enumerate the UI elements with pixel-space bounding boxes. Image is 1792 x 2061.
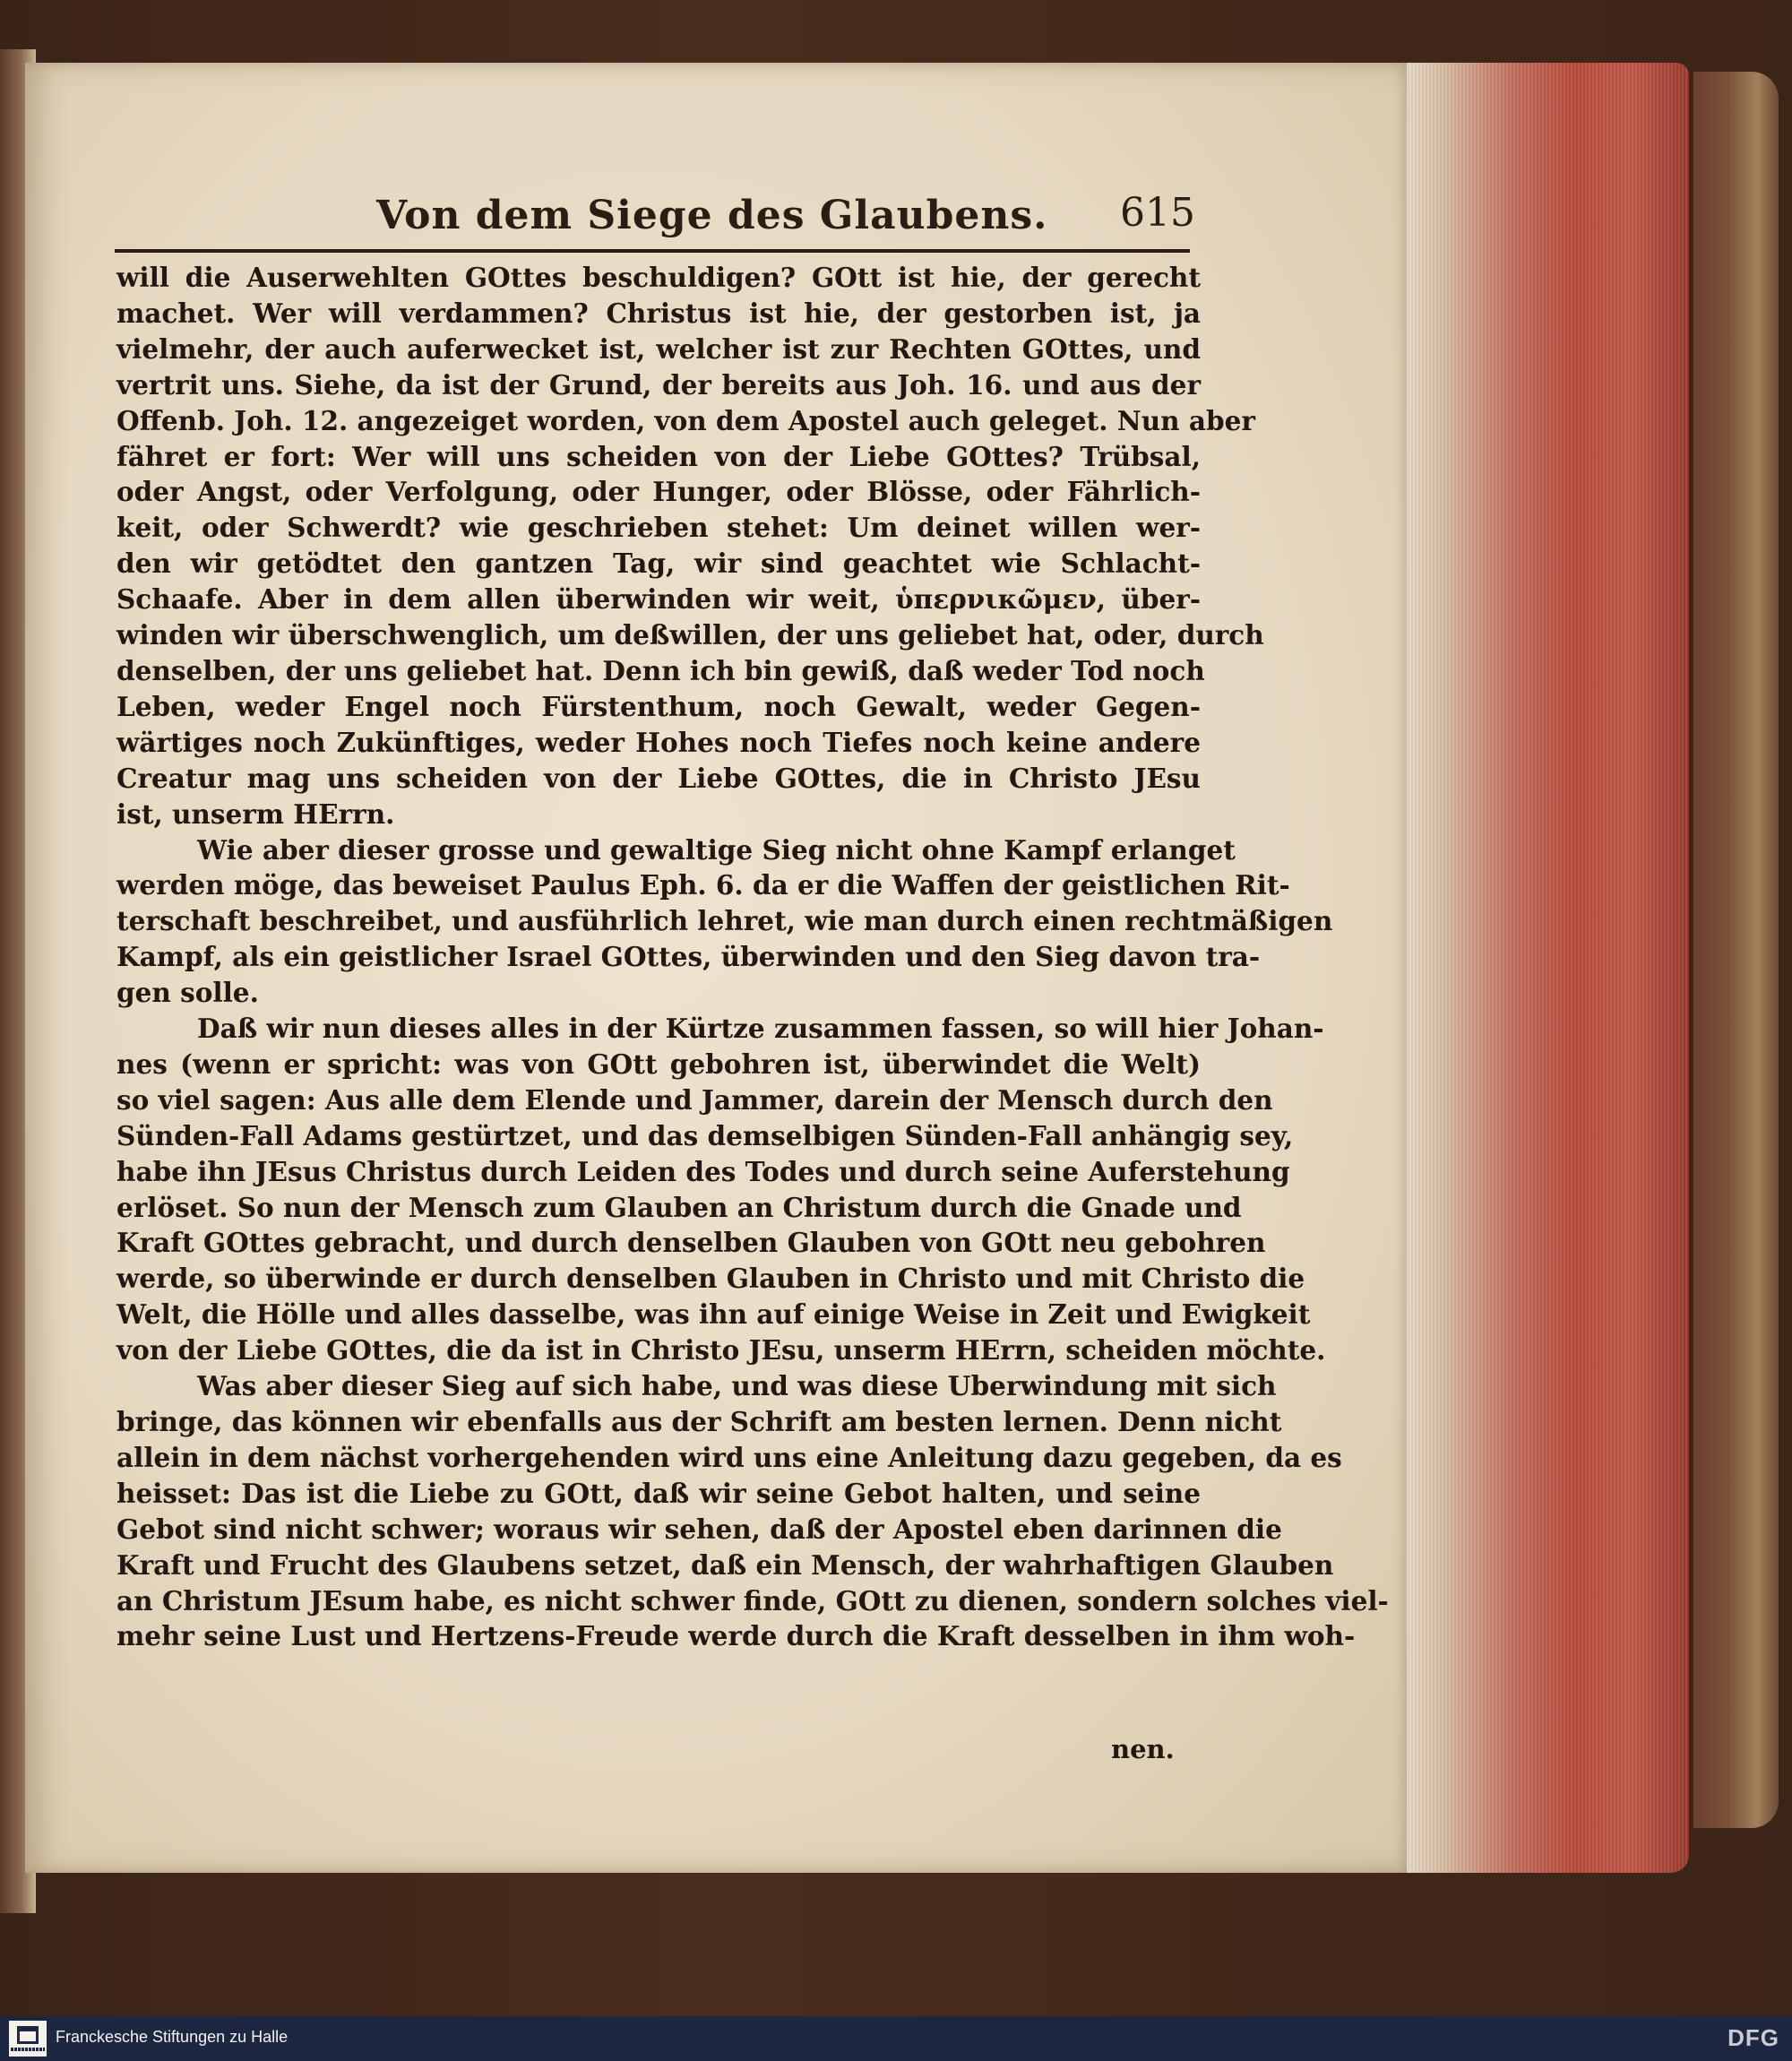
text-line: denselben, der uns geliebet hat. Denn ich bin gewiß, daß weder Tod noch <box>116 654 1205 686</box>
text-line: werden möge, das beweiset Paulus Eph. 6. da er die Waffen der geistlichen Rit- <box>116 869 1290 901</box>
text-line: Gebot sind nicht schwer; woraus wir sehen, daß der Apostel eben darinnen die <box>116 1513 1282 1545</box>
text-line: Welt, die Hölle und alles dasselbe, was ihn auf einige Weise in Zeit und Ewigkeit <box>116 1298 1311 1331</box>
text-line: Offenb. Joh. 12. angezeiget worden, von dem Apostel auch geleget. Nun aber <box>116 404 1255 436</box>
text-line: nes (wenn er spricht: was von GOtt gebohren ist, überwindet die Welt) <box>116 1048 1201 1080</box>
text-line: Kraft GOttes gebracht, und durch denselben Glauben von GOtt neu gebohren <box>116 1227 1266 1259</box>
text-line: mehr seine Lust und Hertzens-Freude werde durch die Kraft desselben in ihm woh- <box>116 1620 1356 1652</box>
text-line: fähret er fort: Wer will uns scheiden von der Liebe GOttes? Trübsal, <box>116 440 1201 472</box>
header-rule <box>115 249 1190 253</box>
text-line: Wie aber dieser grosse und gewaltige Sieg nicht ohne Kampf erlanget <box>197 833 1236 866</box>
text-line: von der Liebe GOttes, die da ist in Christo JEsu, unserm HErrn, scheiden möchte. <box>116 1334 1326 1367</box>
text-line: habe ihn JEsus Christus durch Leiden des Todes und durch seine Auferstehung <box>116 1155 1290 1187</box>
institution-logo-icon[interactable] <box>9 2021 47 2057</box>
running-title: Von dem Siege des Glaubens. <box>376 193 1048 238</box>
text-line: Was aber dieser Sieg auf sich habe, und was diese Uberwindung mit sich <box>197 1370 1277 1402</box>
text-line: terschaft beschreibet, und ausführlich lehret, wie man durch einen rechtmäßigen <box>116 905 1333 937</box>
text-line: heisset: Das ist die Liebe zu GOtt, daß wir seine Gebot halten, und seine <box>116 1477 1201 1509</box>
text-line: Kampf, als ein geistlicher Israel GOttes, überwinden und den Sieg davon tra- <box>116 941 1261 973</box>
text-line: allein in dem nächst vorhergehenden wird uns eine Anleitung dazu gegeben, da es <box>116 1441 1342 1473</box>
text-line: Sünden-Fall Adams gestürtzet, und das demselbigen Sünden-Fall anhängig sey, <box>116 1119 1294 1151</box>
text-line: keit, oder Schwerdt? wie geschrieben stehet: Um deinet willen wer- <box>116 512 1201 544</box>
text-line: den wir getödtet den gantzen Tag, wir sind geachtet wie Schlacht- <box>116 548 1201 580</box>
page-fore-edge <box>1402 63 1689 1873</box>
text-line: gen solle. <box>116 977 259 1009</box>
text-line: erlöset. So nun der Mensch zum Glauben an Christum durch die Gnade und <box>116 1191 1242 1223</box>
text-line: Creatur mag uns scheiden von der Liebe GOttes, die in Christo JEsu <box>116 762 1201 794</box>
text-line: oder Angst, oder Verfolgung, oder Hunger, oder Blösse, oder Fährlich- <box>116 476 1201 508</box>
viewer-footer <box>0 2016 1792 2061</box>
text-line: vielmehr, der auch auferwecket ist, welcher ist zur Rechten GOttes, und <box>116 332 1201 365</box>
text-line: Leben, weder Engel noch Fürstenthum, noch Gewalt, weder Gegen- <box>116 690 1201 722</box>
text-line: will die Auserwehlten GOttes beschuldigen? GOtt ist hie, der gerecht <box>116 262 1201 293</box>
text-line: wärtiges noch Zukünftiges, weder Hohes noch Tiefes noch keine andere <box>116 726 1201 758</box>
institution-name[interactable]: Franckesche Stiftungen zu Halle <box>56 2028 289 2046</box>
dfg-logo[interactable]: DFG <box>1727 2024 1779 2051</box>
page-header <box>376 193 1183 255</box>
body-text <box>116 260 1389 1654</box>
text-line: Kraft und Frucht des Glaubens setzet, daß ein Mensch, der wahrhaftigen Glauben <box>116 1548 1334 1581</box>
text-line: so viel sagen: Aus alle dem Elende und Jammer, darein der Mensch durch den <box>116 1083 1273 1116</box>
text-line: ist, unserm HErrn. <box>116 798 395 830</box>
text-line: an Christum JEsum habe, es nicht schwer finde, GOtt zu dienen, sondern solches viel- <box>116 1584 1389 1617</box>
text-line: machet. Wer will verdammen? Christus ist hie, der gestorben ist, ja <box>116 297 1201 329</box>
text-line: bringe, das können wir ebenfalls aus der Schrift am besten lernen. Denn nicht <box>116 1406 1282 1437</box>
text-line: winden wir überschwenglich, um deßwillen, der uns geliebet hat, oder, durch <box>116 619 1264 651</box>
page-number: 615 <box>1120 190 1195 236</box>
text-line: vertrit uns. Siehe, da ist der Grund, der bereits aus Joh. 16. und aus der <box>116 368 1201 401</box>
catchword: nen. <box>1111 1734 1175 1764</box>
book-cover-right <box>1693 72 1779 1828</box>
text-line: Daß wir nun dieses alles in der Kürtze zusammen fassen, so will hier Johan- <box>197 1013 1324 1045</box>
text-line: werde, so überwinde er durch denselben Glauben in Christo und mit Christo die <box>116 1263 1305 1295</box>
text-line: Schaafe. Aber in dem allen überwinden wir weit, ὑπερνικῶμεν, über- <box>116 583 1201 616</box>
